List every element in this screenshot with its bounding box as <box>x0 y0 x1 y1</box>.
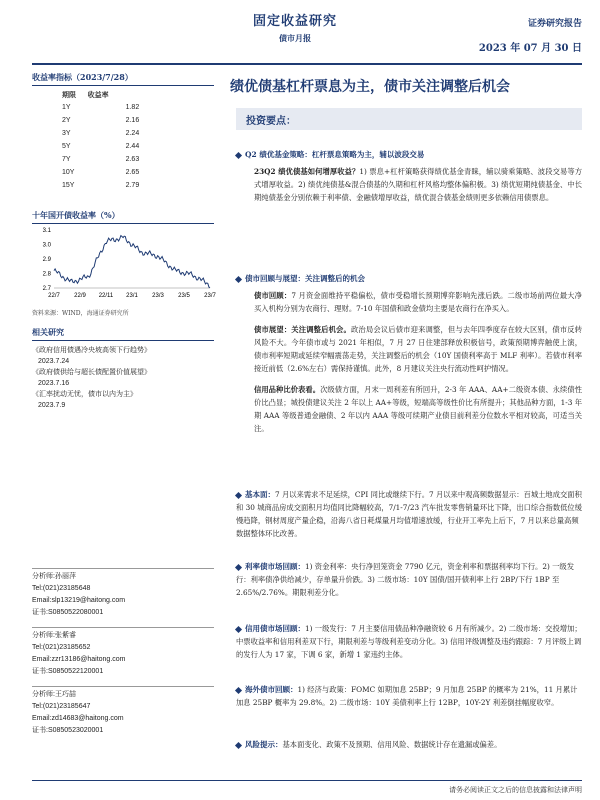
y-tick-label: 2.9 <box>42 257 51 263</box>
section-text: 1) 经济与政策：FOMC 如期加息 25BP；9 月加息 25BP 的概率为 21%，11 月累计加息 25BP 概率为 29.8%。2) 二级市场：10Y 美债利率上行 12BP，10Y-2Y 利差倒挂幅度收窄。 <box>236 685 578 707</box>
yield-value: 2.65 <box>125 169 140 176</box>
paragraph-lead: 23Q2 绩优债基如何增厚收益？ <box>254 167 360 176</box>
x-tick-label: 23/5 <box>178 293 190 299</box>
x-tick-label: 22/9 <box>74 293 86 299</box>
diamond-bullet-icon <box>235 741 242 748</box>
related-list <box>32 345 214 411</box>
x-tick-label: 22/11 <box>98 293 114 299</box>
paragraph <box>254 165 582 204</box>
x-tick-label: 23/1 <box>126 293 138 299</box>
paragraph <box>254 289 582 315</box>
yield-term: 1Y <box>62 104 71 111</box>
yield-term: 10Y <box>62 169 75 176</box>
invest-points-bar <box>236 108 582 130</box>
analyst-cert: 证书:S0850523020001 <box>32 727 104 734</box>
analyst-email[interactable]: Email:zd14683@haitong.com <box>32 715 124 722</box>
diamond-bullet-icon <box>235 625 242 632</box>
y-tick-label: 2.7 <box>42 286 51 292</box>
diamond-bullet-icon <box>235 491 242 498</box>
related-title[interactable]: 《政府债供给与超长债配置价值展望》 <box>32 368 151 376</box>
paragraph-text: 1) 票息+杠杆策略获得绩优基金青睐，辅以骑乘策略、波段交易等方式增厚收益。2) 绩优纯债基&混合债基的久期和杠杆风格均整体偏积极。3) 绩优短期纯债基金、中长期纯债基金分别依赖于利率债、金融债增厚收益，绩优混合债基金绩则更多依赖信用债票息。 <box>254 167 583 202</box>
yield-term: 2Y <box>62 117 71 124</box>
analyst-email[interactable]: Email:slp13219@haitong.com <box>32 597 126 604</box>
header-right <box>479 16 582 54</box>
analyst-divider <box>32 627 214 628</box>
diamond-bullet-icon <box>235 563 242 570</box>
related-title[interactable]: 《汇率扰动无忧，债市以内为主》 <box>32 390 137 398</box>
col-yield: 收益率 <box>87 91 109 99</box>
yield-term: 7Y <box>62 156 71 163</box>
yield-table <box>62 88 182 192</box>
series-line <box>54 236 210 288</box>
analyst-cert: 证书:S0850522120001 <box>32 668 104 675</box>
paragraph-text: 7 月资金面维持平稳偏松，债市受稳增长预期博弈影响先涨后跌。二级市场前两位最大净买入机构分别为农商行、理财。7-10 年国债和政金债均主要是农商行在净买入。 <box>254 291 583 313</box>
related-date: 2023.7.16 <box>38 380 70 387</box>
section <box>236 148 582 204</box>
section <box>236 683 582 709</box>
x-tick-label: 23/7 <box>204 293 216 299</box>
analyst-name: 分析师:张紫睿 <box>32 632 76 639</box>
related-title[interactable]: 《政府信用债遇冷央坡高领下行趋势》 <box>32 346 151 354</box>
paragraph <box>254 383 582 435</box>
yield-row <box>62 179 182 192</box>
paragraph-lead: 债市展望：关注调整后机会。 <box>254 325 351 334</box>
y-tick-label: 2.8 <box>42 271 51 278</box>
yield-term: 15Y <box>62 182 75 189</box>
section-heading: Q2 绩优基金策略：杠杆票息策略为主，辅以波段交易 <box>245 150 425 159</box>
section-text: 1) 一级发行：7 月主要信用债品种净融资较 6 月有所减少。2) 二级市场：交投增加；中票收益率和信用利差双下行，期限利差与等级利差变动分化。3) 信用评级调整及违约跟踪：7 月评级上调的发行人为 17 家，下调 6 家，新增 1 家违约主体。 <box>236 624 582 659</box>
yield-row <box>62 127 182 140</box>
main-title: 绩优债基杠杆票息为主，债市关注调整后机会 <box>230 79 510 95</box>
sidebar <box>32 72 214 411</box>
y-tick-label: 3.1 <box>42 228 51 234</box>
analyst-tel: Tel:(021)23185648 <box>32 585 91 592</box>
x-tick-label: 22/7 <box>48 293 60 299</box>
col-term: 期限 <box>62 91 76 99</box>
paragraph-lead: 债市回顾： <box>254 291 292 300</box>
yield-term: 5Y <box>62 143 71 150</box>
analyst-card <box>32 568 214 619</box>
section <box>236 622 582 661</box>
section-heading: 风险提示： <box>245 740 283 749</box>
invest-points-label: 投资要点： <box>246 116 296 127</box>
yield-value: 1.82 <box>125 104 140 111</box>
report-date: 2023 年 07 月 30 日 <box>478 43 582 54</box>
analyst-card <box>32 686 214 737</box>
report-type: 证券研究报告 <box>527 19 582 29</box>
yield-row <box>62 166 182 179</box>
section <box>236 560 582 599</box>
diamond-bullet-icon <box>235 151 242 158</box>
y-tick-label: 3.0 <box>42 242 51 249</box>
analyst-name: 分析师:王巧喆 <box>32 691 76 698</box>
diamond-bullet-icon <box>235 686 242 693</box>
analyst-cert: 证书:S0850522080001 <box>32 609 104 616</box>
related-heading: 相关研究 <box>32 327 214 341</box>
yield-value: 2.24 <box>125 130 140 137</box>
analyst-card <box>32 627 214 678</box>
analyst-divider <box>32 686 214 687</box>
footer-note: 请务必阅读正文之后的信息披露和法律声明 <box>449 786 582 794</box>
section-heading: 海外债市回顾： <box>245 685 298 694</box>
analyst-tel: Tel:(021)23185647 <box>32 703 91 710</box>
chart-title: 十年国开债收益率（%） <box>32 210 214 224</box>
yield-value: 2.44 <box>125 143 140 150</box>
diamond-bullet-icon <box>235 275 242 282</box>
analyst-email[interactable]: Email:zzr13186@haitong.com <box>32 656 126 663</box>
yield-value: 2.79 <box>125 182 140 189</box>
related-date: 2023.7.9 <box>38 402 66 409</box>
paragraph <box>254 323 582 375</box>
analyst-name: 分析师:孙丽萍 <box>32 573 76 580</box>
x-tick-label: 23/3 <box>152 293 164 299</box>
yield-value: 2.63 <box>125 156 140 163</box>
paragraph-text: 次级债方面，月末一周利差有所回升，2-3 年 AAA、AA+二级资本债、永续债性价比凸显；城投债建议关注 2 年以上 AA+等级，短端高等级性价比有所提升；其他品种方面，1-3 年期 AAA 等级普通金融债、2 年以内 AAA 等级可续期产业债目前利差分位数水平相对较高，可适当关注。 <box>254 385 583 433</box>
yield-table-heading: 收益率指标（2023/7/28） <box>32 72 214 86</box>
section <box>236 488 582 540</box>
yield-row <box>62 101 182 114</box>
yield-term: 3Y <box>62 130 71 137</box>
section-heading: 信用债市场回顾： <box>245 624 305 633</box>
analyst-divider <box>32 568 214 569</box>
header-block <box>250 10 340 44</box>
section-heading: 利率债市场回顾： <box>245 562 305 571</box>
section <box>236 272 582 435</box>
related-date: 2023.7.24 <box>38 358 70 365</box>
yield-row <box>62 153 182 166</box>
section-text: 7 月以来需求不足延续，CPI 同比或继续下行。7 月以来中观高频数据显示：百城土地成交面积和 30 城商品房成交面积月均值同比降幅较高，7/1-7/23 汽车批发零售销量环比下降，出口综合指数低位缓慢趋降，钢材周度产量企稳，沿海八省日耗煤量月均值增速放缓，行业开工率先上后下，7 月以来总量高频数据整体环比改善。 <box>236 490 583 538</box>
paragraph-text: 政治局会议后债市迎来调整，但与去年四季度存在较大区别，债市反转风险不大。今年债市或与 2021 年相似，7 月 27 日住建部释放积极信号，政策预期博弈触使上演，债市利率短期或延续窄幅震荡走势，关注调整后的机会（10Y 国债利率高于 MLF 利率）。若债市利率接近前低（2.6%左右）需保持谨慎。此外，8 月建议关注央行流动性呵护情况。 <box>254 325 583 373</box>
yield-row <box>62 140 182 153</box>
chart-source: 资料来源：WIND，海通证券研究所 <box>32 310 129 317</box>
research-type: 固定收益研究 <box>252 14 337 29</box>
header-divider <box>32 63 582 65</box>
yield-row <box>62 114 182 127</box>
section-text: 1) 资金利率：央行净回笼资金 7790 亿元，资金利率和票据利率均下行。2) 一级发行：利率债净供给减少，存单量升价跌。3) 二级市场：10Y 国债/国开债利率上行 2BP/下行 1BP 至 2.65%/2.76%。期限利差分化。 <box>236 562 575 597</box>
footer-divider <box>32 780 582 781</box>
paragraph-lead: 信用品种比价表看。 <box>254 385 321 394</box>
section <box>236 738 582 751</box>
section-heading: 基本面： <box>245 490 275 499</box>
yield-value: 2.16 <box>125 117 140 124</box>
yield-line-chart <box>32 224 214 304</box>
section-heading: 债市回顾与展望：关注调整后的机会 <box>245 274 365 283</box>
report-series: 债市月报 <box>279 33 311 43</box>
analyst-tel: Tel:(021)23185652 <box>32 644 91 651</box>
section-text: 基本面变化、政策不及预期、信用风险、数据统计存在遗漏或偏差。 <box>282 740 502 749</box>
